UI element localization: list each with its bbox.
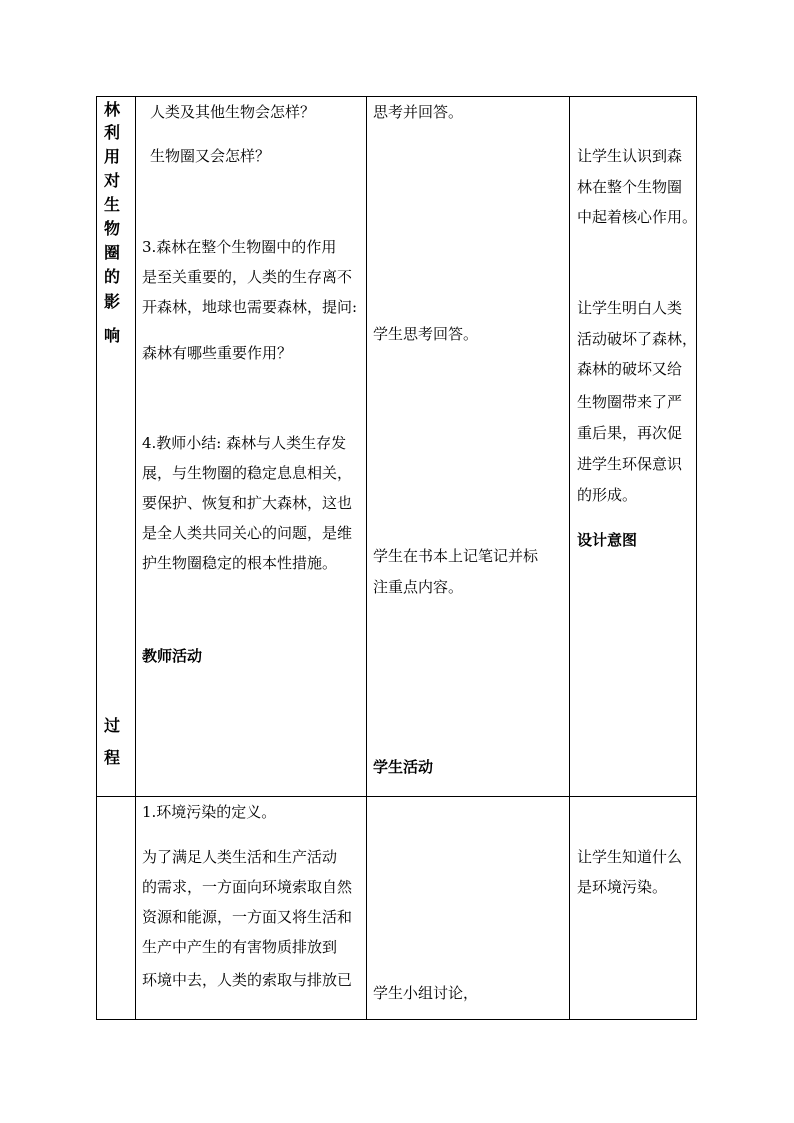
design-intent-line: 生物圈带来了严 — [577, 393, 683, 411]
teacher-paragraph-line: 森林有哪些重要作用？ — [142, 344, 293, 362]
teacher-paragraph-line: 是全人类共同关心的问题，是维 — [142, 524, 353, 542]
table-col-divider-1 — [135, 96, 136, 1020]
design-intent-line: 进学生环保意识 — [577, 455, 683, 473]
vertical-char: 的 — [104, 267, 121, 286]
vertical-char: 生 — [104, 195, 121, 214]
student-answer-line: 注重点内容。 — [373, 578, 464, 596]
table-left-border — [96, 96, 97, 1020]
definition-line: 环境中去，人类的索取与排放已 — [142, 971, 353, 989]
vertical-char: 圈 — [104, 243, 121, 262]
section-title: 1.环境污染的定义。 — [142, 803, 277, 821]
table-col-divider-2 — [366, 96, 367, 1020]
table-row-divider — [96, 796, 697, 797]
table-col-divider-3 — [569, 96, 570, 1020]
design-intent-line: 林在整个生物圈 — [577, 178, 683, 196]
teacher-paragraph-line: 护生物圈稳定的根本性措施。 — [142, 554, 338, 572]
vertical-char: 响 — [104, 326, 121, 345]
teacher-paragraph-line: 3.森林在整个生物圈中的作用 — [142, 238, 337, 256]
design-intent-line: 让学生知道什么 — [577, 848, 683, 866]
definition-line: 的需求，一方面向环境索取自然 — [142, 878, 353, 896]
teacher-question: 人类及其他生物会怎样？ — [150, 103, 316, 121]
design-intent-line: 的形成。 — [577, 486, 638, 504]
student-discussion: 学生小组讨论， — [373, 984, 479, 1002]
design-intent-line: 是环境污染。 — [577, 878, 668, 896]
vertical-char: 对 — [104, 171, 121, 190]
teacher-question: 生物圈又会怎样？ — [150, 147, 271, 165]
vertical-char: 过 — [104, 716, 121, 735]
teacher-paragraph-line: 是至关重要的，人类的生存离不 — [142, 268, 353, 286]
vertical-char: 影 — [104, 292, 121, 311]
design-intent-line: 重后果，再次促 — [577, 424, 683, 442]
teacher-paragraph-line: 开森林，地球也需要森林，提问: — [142, 298, 358, 316]
vertical-char: 林 — [104, 100, 121, 119]
table-top-border — [96, 96, 697, 97]
table-right-border — [696, 96, 697, 1020]
definition-line: 生产中产生的有害物质排放到 — [142, 938, 338, 956]
design-intent-line: 中起着核心作用。 — [577, 208, 698, 226]
column-header-student-activity: 学生活动 — [373, 758, 434, 776]
table-bottom-border — [96, 1019, 697, 1020]
student-answer: 思考并回答。 — [373, 103, 464, 121]
student-answer: 学生思考回答。 — [373, 325, 479, 343]
vertical-char: 用 — [104, 147, 121, 166]
teacher-paragraph-line: 要保护、恢复和扩大森林，这也 — [142, 494, 353, 512]
design-intent-line: 让学生明白人类 — [577, 299, 683, 317]
column-header-design-intent: 设计意图 — [577, 531, 638, 549]
definition-line: 资源和能源，一方面又将生活和 — [142, 908, 353, 926]
vertical-char: 利 — [104, 123, 121, 142]
definition-line: 为了满足人类生活和生产活动 — [142, 848, 338, 866]
student-answer-line: 学生在书本上记笔记并标 — [373, 547, 539, 565]
vertical-char: 物 — [104, 219, 121, 238]
teacher-paragraph-line: 展，与生物圈的稳定息息相关， — [142, 464, 353, 482]
design-intent-line: 让学生认识到森 — [577, 147, 683, 165]
design-intent-line: 活动破坏了森林， — [577, 330, 698, 348]
vertical-char: 程 — [104, 748, 121, 767]
column-header-teacher-activity: 教师活动 — [142, 647, 203, 665]
teacher-paragraph-line: 4.教师小结: 森林与人类生存发 — [142, 434, 347, 452]
design-intent-line: 森林的破坏又给 — [577, 360, 683, 378]
